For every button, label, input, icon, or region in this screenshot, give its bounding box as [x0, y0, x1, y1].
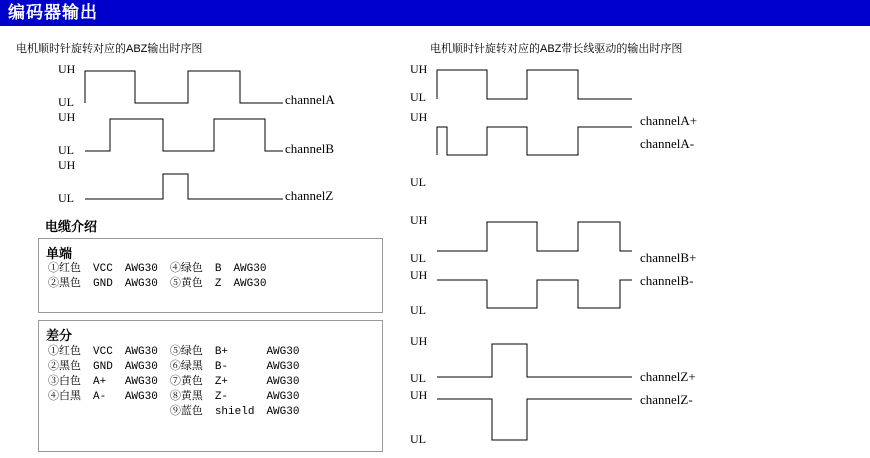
cell-signal: A+: [93, 376, 107, 388]
cell-color2: ⑦黄色: [169, 376, 203, 388]
left-level-label-z-high: UH: [58, 158, 76, 172]
single-ended-heading: 单端: [46, 246, 73, 261]
cell-signal2: B+: [214, 346, 229, 358]
cell-color2: ⑥绿黑: [169, 361, 203, 373]
table-row: [46, 277, 268, 292]
cell-color2: ⑨蓝色: [169, 406, 203, 418]
right-level-label-zn-high: UH: [410, 388, 428, 402]
cell-signal: GND: [93, 361, 113, 373]
differential-table: [46, 345, 301, 420]
left-level-label-z-low: UL: [58, 191, 74, 205]
waveform-channel-z: [85, 174, 283, 199]
cell-gauge2: AWG30: [266, 346, 300, 358]
cell-gauge2: AWG30: [266, 361, 300, 373]
waveform-channel-b: [85, 119, 283, 151]
table-row: [46, 390, 301, 405]
right-level-label-an-low: UL: [410, 175, 426, 189]
cell-gauge: AWG30: [124, 376, 158, 388]
cell-color: ③白色: [48, 376, 81, 388]
cell-color: ②黑色: [48, 278, 81, 290]
cell-signal2: B-: [214, 361, 229, 373]
cell-color: ①红色: [48, 346, 81, 358]
right-level-label-bn-high: UH: [410, 268, 428, 282]
cell-color: [46, 405, 91, 420]
right-channel-label-z-plus: channelZ+: [640, 369, 696, 384]
cell-signal: VCC: [93, 263, 113, 275]
cell-signal2: B: [214, 263, 222, 275]
cell-color2: ⑤黄色: [169, 278, 203, 290]
page-title: 编码器输出: [0, 0, 870, 26]
cell-signal: GND: [93, 278, 113, 290]
cell-gauge: AWG30: [124, 263, 158, 275]
right-level-label-ap-low: UL: [410, 90, 426, 104]
left-channel-label-a: channelA: [285, 92, 335, 107]
waveform-channel-z-plus: [437, 344, 632, 377]
right-level-label-zn-low: UL: [410, 432, 426, 446]
differential-heading: 差分: [46, 328, 73, 343]
cell-signal: [91, 405, 123, 420]
waveform-channel-a-plus: [437, 70, 632, 99]
right-level-label-bp-low: UL: [410, 251, 426, 265]
right-channel-label-a-minus: channelA-: [640, 136, 695, 151]
left-level-label-b-low: UL: [58, 143, 74, 157]
left-level-label-b-high: UH: [58, 110, 76, 124]
cell-gauge: [123, 405, 168, 420]
right-level-label-an-high: UH: [410, 110, 428, 124]
left-level-label-a-low: UL: [58, 95, 74, 109]
cell-gauge: AWG30: [124, 346, 158, 358]
cell-gauge2: AWG30: [233, 263, 267, 275]
right-level-label-bn-low: UL: [410, 303, 426, 317]
cell-signal2: Z-: [214, 391, 229, 403]
cell-signal2: Z+: [214, 376, 229, 388]
cell-gauge: AWG30: [124, 361, 158, 373]
cell-color: ②黑色: [48, 361, 81, 373]
table-row: [46, 262, 268, 277]
single-ended-table: [46, 262, 268, 292]
cell-color2: ④绿色: [169, 263, 203, 275]
cell-gauge2: AWG30: [233, 278, 267, 290]
waveform-channel-z-minus: [437, 399, 632, 440]
right-diagram-caption: 电机顺时针旋转对应的ABZ带长线驱动的输出时序图: [430, 43, 683, 55]
cell-color2: ⑤绿色: [169, 346, 203, 358]
waveform-channel-b-minus: [437, 280, 632, 308]
left-channel-label-z: channelZ: [285, 188, 334, 203]
cell-color2: ⑧黄黑: [169, 391, 203, 403]
left-channel-label-b: channelB: [285, 141, 335, 156]
right-level-label-zp-high: UH: [410, 334, 428, 348]
table-row: [46, 375, 301, 390]
right-channel-label-z-minus: channelZ-: [640, 392, 693, 407]
waveform-channel-a: [85, 71, 283, 103]
waveform-channel-a-minus: [437, 127, 632, 155]
waveform-channel-b-plus: [437, 222, 632, 251]
cell-color: ④白黑: [48, 391, 81, 403]
cell-gauge2: AWG30: [266, 376, 300, 388]
cell-signal2: shield: [214, 406, 255, 418]
right-channel-label-b-minus: channelB-: [640, 273, 694, 288]
right-level-label-ap-high: UH: [410, 62, 428, 76]
right-level-label-zp-low: UL: [410, 371, 426, 385]
cell-gauge2: AWG30: [266, 391, 300, 403]
table-row: [46, 345, 301, 360]
cell-gauge: AWG30: [124, 391, 158, 403]
right-level-label-bp-high: UH: [410, 213, 428, 227]
table-row: [46, 360, 301, 375]
cell-signal2: Z: [214, 278, 222, 290]
table-row: [46, 405, 301, 420]
cell-signal: A-: [93, 391, 107, 403]
cell-color: ①红色: [48, 263, 81, 275]
left-level-label-a-high: UH: [58, 62, 76, 76]
right-channel-label-b-plus: channelB+: [640, 250, 697, 265]
left-diagram-caption: 电机顺时针旋转对应的ABZ输出时序图: [16, 43, 203, 55]
cell-signal: VCC: [93, 346, 113, 358]
cable-section-title: 电缆介绍: [45, 219, 98, 234]
cell-gauge: AWG30: [124, 278, 158, 290]
right-channel-label-a-plus: channelA+: [640, 113, 698, 128]
cell-gauge2: AWG30: [266, 406, 300, 418]
